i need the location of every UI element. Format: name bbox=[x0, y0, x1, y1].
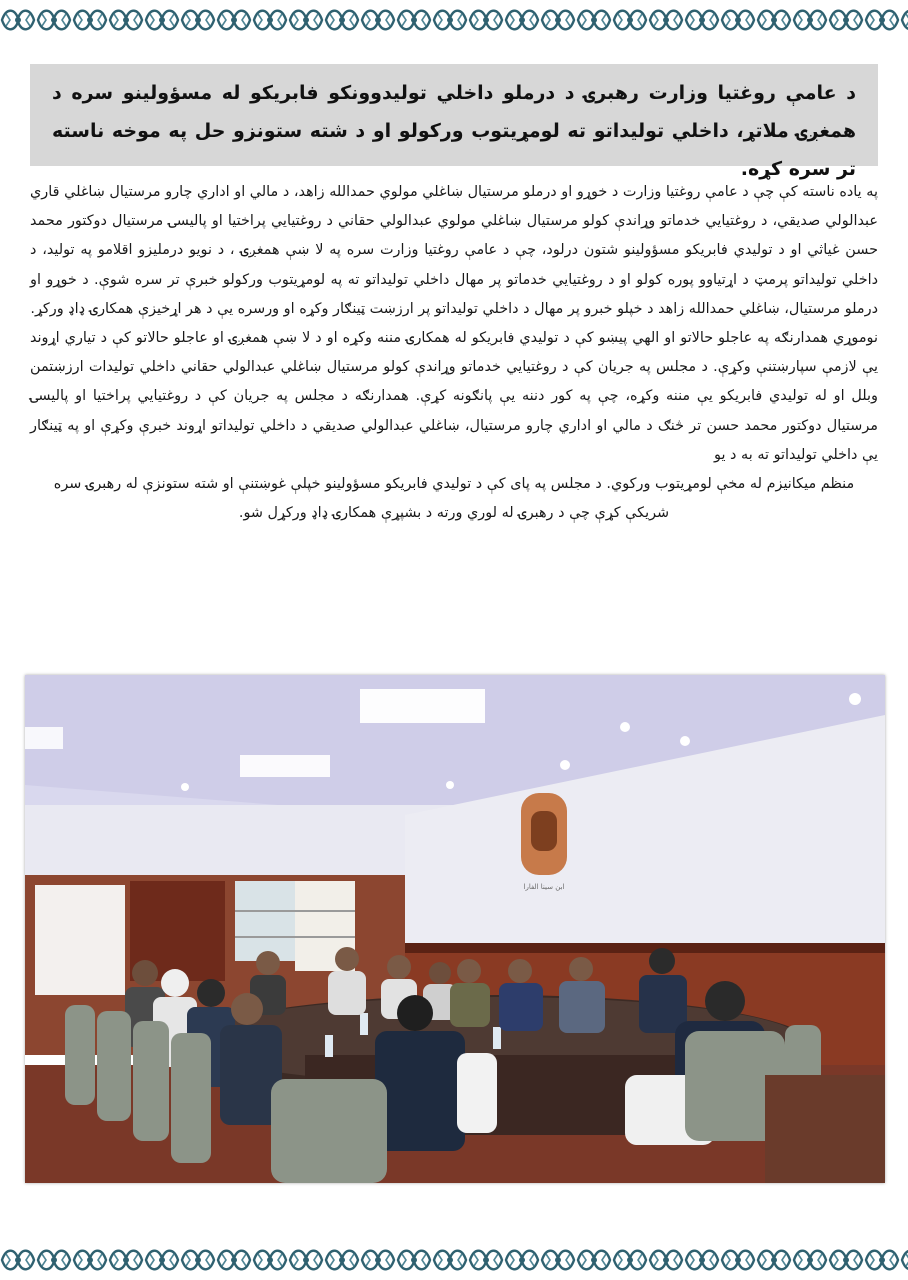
wall-logo-icon bbox=[521, 793, 567, 875]
top-ornamental-border bbox=[0, 0, 908, 40]
headline-box bbox=[30, 64, 878, 180]
body-paragraph-1: په ياده ناسته کې چې د عامې روغتيا وزارت د خوړو او درملو مرستيال ښاغلي مولوي حمدالله زاهد، د مالي او اداري چارو مرستيال ښاغلي قاري عبدالولي صديقي، د روغتيايي خدماتو وړاندې کولو مرستيال ښاغلي مولوي عبدالولي حقاني د روغتيايي پراختيا او پاليسۍ مرستيال دوکتور محمد حسن غياثي او د توليدي فابريکو مسؤولينو شتون درلود، چې د عامې روغتيا وزارت سره په لا ښې همغږۍ ، د نويو درمليزو اقلامو په توليد، د داخلي توليداتو پرمټ د اړتياوو پوره کولو او د روغتيايي خدماتو پر مهال داخلي توليداتو ته په لومړيتوب ورکولو خبرې تر سره شوې. د خوړو او درملو مرستيال، ښاغلي حمدالله زاهد د خپلو خبرو پر مهال د داخلي توليداتو پر ارزښت ټينګار وکړه او ورسره يې د هر اړخيزې همکارۍ ډاډ ورکړ. bbox=[30, 184, 878, 317]
body-paragraph-2: نوموړي همدارنګه په عاجلو حالاتو او الهي پيښو کې د توليدي فابريکو له همکارۍ مننه وکړه او د لا ښې همغږۍ او عاجلو حالاتو کې د تياري اړوند يې لازمې سپارښتنې وکړې. د مجلس په جريان کې د روغتيايي خدماتو وړاندې کولو مرستيال ښاغلي عبدالولي حقاني داخلي توليدات ارزښتمن وبلل او له توليدي فابريکو يې مننه وکړه، چې په کور دننه يې پانګونه کړې. همدارنګه د مجلس په جريان کې د روغتيايي پراختيا او پاليسۍ مرستيال دوکتور محمد حسن تر څنګ د مالي او اداري چارو مرستيال، ښاغلي عبدالولي صديقي د داخلي توليداتو اړوند خبرې وکړې او په ټينګار يې داخلي توليداتو ته به د يو bbox=[30, 330, 878, 463]
wall-logo-text: ابن سينا الفارا bbox=[523, 883, 565, 891]
meeting-photo bbox=[25, 675, 885, 1183]
body-paragraph-3: منظم ميکانيزم له مخې لومړيتوب ورکوي. د مجلس په پای کې د توليدي فابريکو مسؤولينو خپلې غوښتنې او شته ستونزې له رهبرۍ سره شريکې کړې چې د رهبرۍ له لوري ورته د بشپړې همکارۍ ډاډ ورکړل شو. bbox=[53, 476, 855, 522]
article-body bbox=[30, 178, 878, 528]
bottom-ornamental-border bbox=[0, 1240, 908, 1280]
headline-text: د عامې روغتيا وزارت رهبرۍ د درملو داخلي توليدوونکو فابريکو له مسؤولينو سره د همغږۍ ملاتړ، داخلي توليداتو ته لومړيتوب ورکولو او د شته ستونزو حل په موخه ناسته تر سره کړه. bbox=[52, 82, 856, 180]
